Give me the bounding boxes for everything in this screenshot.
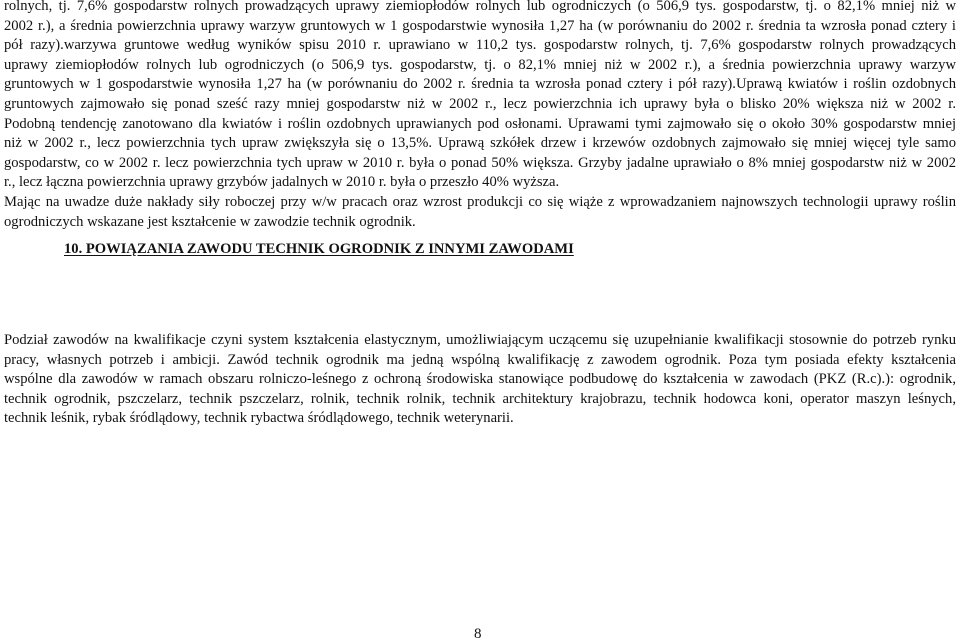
text-line: technik leśnik, rybak śródlądowy, technik rybactwa śródlądowego, technik weterynarii. <box>4 410 514 427</box>
text-line: r., lecz łączna powierzchnia uprawy grzybów jadalnych w 2010 r. była o przeszło 40% wyższa. <box>4 174 560 191</box>
text-line: Podobną tendencję zanotowano dla kwiatów i roślin ozdobnych uprawianych pod osłonami. Uprawami tymi zajmowało się o około 30% gospodarstw mniej <box>4 115 956 132</box>
text-line: gospodarstw, co w 2002 r. lecz powierzchnia tych upraw w 2010 r. była o ponad 50% większa. Grzyby jadalne uprawiało o 8% mniej gospodarstw niż w 2002 <box>4 154 956 171</box>
text-line: Podział zawodów na kwalifikacje czyni system kształcenia elastycznym, umożliwiającym uczącemu się uzupełnianie kwalifikacji stosownie do potrzeb rynku <box>4 332 956 348</box>
text-line: wspólne dla zawodów w ramach obszaru rolniczo-leśnego z ochroną środowiska stanowiące podbudowę do kształcenia w zawodach (PKZ (R.c).): ogrodnik, <box>4 371 956 388</box>
text-line: pół razy).warzywa gruntowe według wyników spisu 2010 r. uprawiano w 110,2 tys. gospodarstw rolnych, tj. 7,6% gospodarstw rolnych prowadzących <box>4 37 956 54</box>
section-heading: 10. POWIĄZANIA ZAWODU TECHNIK OGRODNIK Z INNYMI ZAWODAMI <box>64 241 574 257</box>
text-line: technik ogrodnik, pszczelarz, technik pszczelarz, rolnik, technik rolnik, technik architektury krajobrazu, technik hodowca koni, operator maszyn leśnych, <box>4 390 956 407</box>
text-line: Mając na uwadze duże nakłady siły roboczej przy w/w pracach oraz wzrost produkcji co się wiąże z wprowadzaniem najnowszych technologii uprawy roślin <box>4 193 956 210</box>
text-line: gruntowych zajmowało się ponad sześć razy mniej gospodarstw niż w 2002 r., lecz powierzchnia ich uprawy była o blisko 20% większa niż w 2002 r. <box>4 95 956 112</box>
text-line: rolnych, tj. 7,6% gospodarstw rolnych prowadzących uprawy ziemiopłodów rolnych lub ogrodniczych (o 506,9 tys. gospodarstw, tj. o 82,1% mniej niż w <box>4 0 956 14</box>
text-line: pracy, własnych potrzeb i ambicji. Zawód technik ogrodnik ma jedną wspólną kwalifikację z zawodem ogrodnik. Poza tym posiada efekty kształcenia <box>4 351 956 368</box>
text-line: uprawy ziemiopłodów rolnych lub ogrodniczych (o 506,9 tys. gospodarstw, tj. o 82,1% mniej niż w 2002 r.), a średnia powierzchnia uprawy warzyw <box>4 56 956 73</box>
text-line: ogrodniczych wskazane jest kształcenie w zawodzie technik ogrodnik. <box>4 213 416 230</box>
text-line: gruntowych w 1 gospodarstwie wynosiła 1,27 ha (w porównaniu do 2002 r. średnia ta wzrosła ponad cztery i pół razy).Uprawą kwiatów i roślin ozdobnych <box>4 76 956 93</box>
page-number: 8 <box>474 626 482 642</box>
paragraph-related-professions <box>4 331 956 429</box>
text-line: 2002 r.), a średnia powierzchnia uprawy warzyw gruntowych w 1 gospodarstwie wynosiła 1,27 ha (w porównaniu do 2002 r. średnia ta wzrosła ponad cztery i <box>4 17 956 34</box>
paragraph-crop-statistics <box>4 0 956 232</box>
text-line: niż w 2002 r., lecz powierzchnia tych upraw zwiększyła się o 13,5%. Uprawą szkółek drzew i krzewów ozdobnych zajmowało się mniej więcej tyle samo <box>4 135 956 152</box>
